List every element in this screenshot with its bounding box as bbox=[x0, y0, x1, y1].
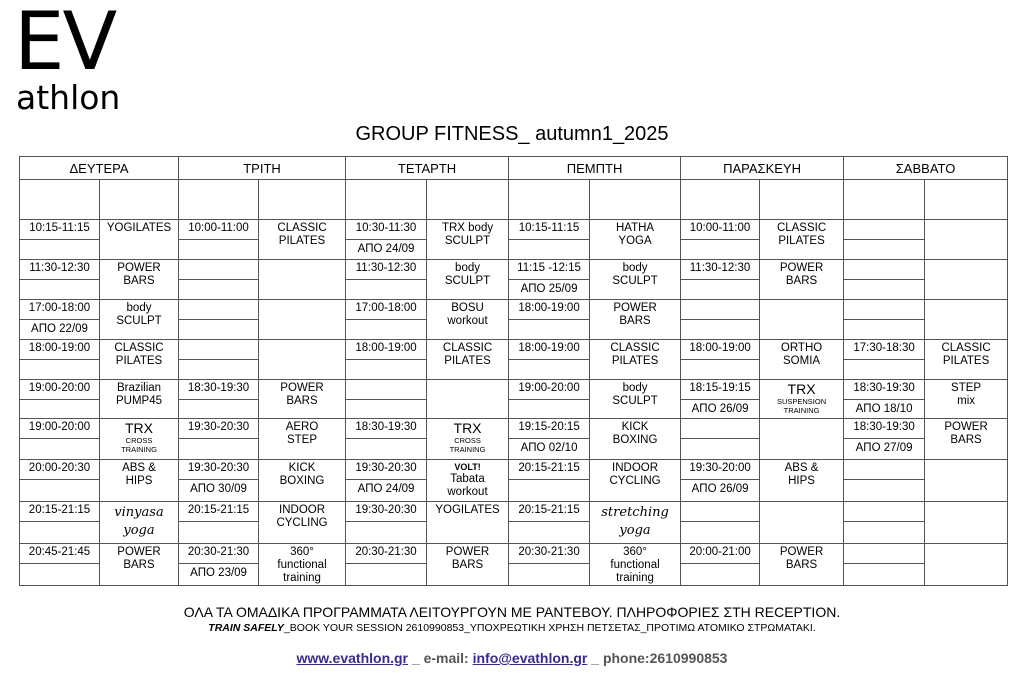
time-cell bbox=[509, 380, 590, 419]
class-cell bbox=[100, 340, 179, 380]
time-cell bbox=[509, 180, 590, 220]
start-date-note: ΑΠΟ 26/09 bbox=[691, 403, 749, 415]
class-cell bbox=[590, 460, 681, 502]
class-name: body SCULPT bbox=[612, 262, 658, 287]
schedule-row bbox=[20, 180, 1008, 220]
class-time: 18:30-19:30 bbox=[346, 419, 426, 439]
class-time: 19:30-20:00 bbox=[681, 460, 759, 480]
class-time: 20:00-20:30 bbox=[20, 460, 99, 480]
class-time: 11:30-12:30 bbox=[20, 260, 99, 280]
class-cell bbox=[760, 460, 844, 502]
time-cell bbox=[844, 380, 925, 419]
class-cell bbox=[427, 260, 509, 300]
time-cell bbox=[509, 340, 590, 380]
class-name: POWER BARS bbox=[779, 546, 824, 571]
class-cell bbox=[427, 460, 509, 502]
class-time bbox=[844, 260, 924, 280]
class-cell bbox=[925, 300, 1008, 340]
class-cell bbox=[760, 544, 844, 586]
class-time bbox=[681, 419, 759, 439]
time-cell bbox=[681, 340, 760, 380]
class-name: 360° functional training bbox=[610, 546, 660, 584]
class-time: 20:30-21:30 bbox=[346, 544, 426, 564]
class-name: INDOOR CYCLING bbox=[609, 462, 661, 487]
class-cell bbox=[259, 460, 346, 502]
class-time: 18:00-19:00 bbox=[509, 340, 589, 360]
time-cell bbox=[681, 544, 760, 586]
logo-ev: EV bbox=[14, 0, 116, 88]
class-name: INDOOR CYCLING bbox=[276, 504, 328, 529]
class-time: 17:00-18:00 bbox=[346, 300, 426, 320]
start-date-note: ΑΠΟ 22/09 bbox=[31, 323, 88, 335]
time-cell bbox=[844, 544, 925, 586]
class-time: 19:30-20:30 bbox=[346, 502, 426, 522]
class-name: KICK BOXING bbox=[612, 421, 658, 446]
class-time bbox=[681, 300, 759, 320]
class-cell bbox=[427, 419, 509, 460]
class-time bbox=[844, 544, 924, 564]
class-cell bbox=[427, 380, 509, 419]
time-cell bbox=[844, 340, 925, 380]
time-cell bbox=[20, 419, 100, 460]
class-cell bbox=[259, 502, 346, 544]
class-time: 11:30-12:30 bbox=[681, 260, 759, 280]
time-cell bbox=[346, 220, 427, 260]
time-cell bbox=[179, 260, 259, 300]
start-date-note: ΑΠΟ 25/09 bbox=[520, 283, 578, 295]
time-cell bbox=[681, 502, 760, 544]
schedule-table bbox=[19, 156, 1008, 586]
time-cell bbox=[509, 220, 590, 260]
evathlon-logo bbox=[14, 0, 134, 117]
time-cell bbox=[844, 502, 925, 544]
class-brand-name: TRX bbox=[453, 420, 482, 436]
start-date-note: ΑΠΟ 18/10 bbox=[855, 403, 913, 415]
phone-text: _ phone:2610990853 bbox=[587, 650, 728, 666]
time-cell bbox=[179, 502, 259, 544]
page-title: GROUP FITNESS_ autumn1_2025 bbox=[355, 123, 669, 145]
class-time: 17:30-18:30 bbox=[844, 340, 924, 360]
class-time: 10:30-11:30 bbox=[346, 220, 426, 240]
time-cell bbox=[179, 419, 259, 460]
class-name: POWER BARS bbox=[280, 382, 324, 407]
class-brand-name: TRX bbox=[787, 381, 816, 397]
class-cell bbox=[427, 340, 509, 380]
class-time bbox=[179, 340, 258, 360]
start-date-note: ΑΠΟ 26/09 bbox=[691, 483, 749, 495]
class-name: CLASSIC PILATES bbox=[776, 222, 827, 247]
class-cell bbox=[925, 544, 1008, 586]
class-time: 20:15-21:15 bbox=[509, 502, 589, 522]
schedule-row bbox=[20, 340, 1008, 380]
time-cell bbox=[179, 380, 259, 419]
class-time: 18:00-19:00 bbox=[346, 340, 426, 360]
class-cell bbox=[760, 180, 844, 220]
class-cell bbox=[925, 340, 1008, 380]
class-time bbox=[844, 220, 924, 240]
class-cell bbox=[427, 300, 509, 340]
class-time bbox=[844, 502, 924, 522]
time-cell bbox=[509, 300, 590, 340]
schedule-row bbox=[20, 502, 1008, 544]
class-time: 18:30-19:30 bbox=[844, 380, 924, 400]
class-time: 18:30-19:30 bbox=[844, 419, 924, 439]
class-name: POWER BARS bbox=[117, 262, 161, 287]
class-subtitle: CROSS TRAINING bbox=[121, 436, 157, 454]
class-name: BOSU workout bbox=[447, 302, 488, 327]
class-time: 20:30-21:30 bbox=[509, 544, 589, 564]
booking-notice: ΟΛΑ ΤΑ ΟΜΑΔΙΚΑ ΠΡΟΓΡΑΜΜΑΤΑ ΛΕΙΤΟΥΡΓΟΥΝ ΜΕ ΡΑΝΤΕΒΟΥ. ΠΛΗΡΟΦΟΡΙΕΣ ΣΤΗ RECEPTION. bbox=[183, 604, 841, 620]
time-cell bbox=[844, 419, 925, 460]
class-cell bbox=[590, 419, 681, 460]
start-date-note: ΑΠΟ 24/09 bbox=[357, 243, 415, 255]
class-cell bbox=[925, 460, 1008, 502]
safety-notice bbox=[0, 622, 1024, 634]
time-cell bbox=[346, 300, 427, 340]
time-cell bbox=[346, 502, 427, 544]
time-cell bbox=[20, 340, 100, 380]
class-cell bbox=[590, 260, 681, 300]
day-header: ΠΕΜΠΤΗ bbox=[509, 157, 681, 180]
class-time: 19:00-20:00 bbox=[509, 380, 589, 400]
day-header: ΤΡΙΤΗ bbox=[179, 157, 346, 180]
day-header: ΔΕΥΤΕΡΑ bbox=[20, 157, 179, 180]
class-time: 18:00-19:00 bbox=[681, 340, 759, 360]
time-cell bbox=[681, 300, 760, 340]
class-brand-name: VOLT! bbox=[454, 462, 481, 472]
time-cell bbox=[20, 220, 100, 260]
train-safely-label: TRAIN SAFELY bbox=[208, 622, 284, 634]
time-cell bbox=[509, 419, 590, 460]
class-time: 18:30-19:30 bbox=[179, 380, 258, 400]
time-cell bbox=[346, 380, 427, 419]
class-name: Tabata workout bbox=[447, 473, 488, 498]
time-cell bbox=[20, 380, 100, 419]
class-cell bbox=[259, 300, 346, 340]
time-cell bbox=[844, 180, 925, 220]
class-time: 18:00-19:00 bbox=[509, 300, 589, 320]
schedule-row bbox=[20, 300, 1008, 340]
class-cell bbox=[925, 380, 1008, 419]
class-cell bbox=[760, 502, 844, 544]
time-cell bbox=[20, 300, 100, 340]
class-time: 11:30-12:30 bbox=[346, 260, 426, 280]
class-name: POWER BARS bbox=[613, 302, 657, 327]
schedule-row bbox=[20, 380, 1008, 419]
class-time: 20:30-21:30 bbox=[179, 544, 258, 564]
class-cell bbox=[925, 419, 1008, 460]
time-cell bbox=[844, 220, 925, 260]
class-time: 10:00-11:00 bbox=[681, 220, 759, 240]
class-subtitle: CROSS TRAINING bbox=[449, 436, 486, 454]
class-cell bbox=[925, 260, 1008, 300]
class-time bbox=[844, 300, 924, 320]
time-cell bbox=[509, 460, 590, 502]
time-cell bbox=[179, 340, 259, 380]
class-brand-name: TRX bbox=[125, 420, 153, 436]
time-cell bbox=[681, 419, 760, 460]
schedule-row bbox=[20, 220, 1008, 260]
time-cell bbox=[844, 260, 925, 300]
class-cell bbox=[760, 260, 844, 300]
time-cell bbox=[346, 419, 427, 460]
class-subtitle: SUSPENSION TRAINING bbox=[776, 397, 827, 415]
class-time: 19:15-20:15 bbox=[509, 419, 589, 439]
class-time: 19:00-20:00 bbox=[20, 419, 99, 439]
class-cell bbox=[100, 544, 179, 586]
class-time bbox=[346, 380, 426, 400]
class-cell bbox=[259, 419, 346, 460]
safety-notice-text: _BOOK YOUR SESSION 2610990853_ΥΠΟΧΡΕΩΤΙΚΗ ΧΡΗΣΗ ΠΕΤΣΕΤΑΣ_ΠΡΟΤΙΜΩ ΑΤΟΜΙΚΟ ΣΤΡΩΜΑΤΑΚΙ. bbox=[283, 622, 816, 634]
class-name: POWER BARS bbox=[117, 546, 161, 571]
class-cell bbox=[427, 220, 509, 260]
class-cell bbox=[590, 340, 681, 380]
class-name: CLASSIC PILATES bbox=[610, 342, 660, 367]
class-name: POWER BARS bbox=[779, 262, 824, 287]
day-header: ΣΑΒΒΑΤΟ bbox=[844, 157, 1008, 180]
time-cell bbox=[681, 260, 760, 300]
class-cell bbox=[100, 419, 179, 460]
class-cell bbox=[590, 180, 681, 220]
class-cell bbox=[259, 380, 346, 419]
class-time: 19:30-20:30 bbox=[179, 460, 258, 480]
class-cell bbox=[259, 180, 346, 220]
time-cell bbox=[346, 544, 427, 586]
class-time: 20:45-21:45 bbox=[20, 544, 99, 564]
class-time: 19:30-20:30 bbox=[346, 460, 426, 480]
class-name: AERO STEP bbox=[285, 421, 319, 446]
day-header-row bbox=[20, 157, 1008, 180]
class-cell bbox=[259, 220, 346, 260]
class-cell bbox=[760, 380, 844, 419]
class-name: POWER BARS bbox=[445, 546, 490, 571]
class-time: 19:00-20:00 bbox=[20, 380, 99, 400]
time-cell bbox=[346, 340, 427, 380]
time-cell bbox=[844, 300, 925, 340]
time-cell bbox=[20, 180, 100, 220]
schedule-row bbox=[20, 544, 1008, 586]
class-name: CLASSIC PILATES bbox=[442, 342, 493, 367]
email-separator: _ e-mail: bbox=[408, 650, 473, 666]
class-time bbox=[179, 260, 258, 280]
time-cell bbox=[20, 460, 100, 502]
class-cell bbox=[590, 220, 681, 260]
class-cell bbox=[590, 380, 681, 419]
class-time bbox=[844, 460, 924, 480]
start-date-note: ΑΠΟ 02/10 bbox=[520, 442, 578, 454]
day-header: ΠΑΡΑΣΚΕΥΗ bbox=[681, 157, 844, 180]
start-date-note: ΑΠΟ 30/09 bbox=[190, 483, 247, 495]
class-cell bbox=[100, 300, 179, 340]
class-name: ABS & HIPS bbox=[122, 462, 156, 487]
class-time: 19:30-20:30 bbox=[179, 419, 258, 439]
class-cell bbox=[100, 460, 179, 502]
class-name: body SCULPT bbox=[116, 302, 162, 327]
time-cell bbox=[346, 460, 427, 502]
time-cell bbox=[179, 544, 259, 586]
class-cell bbox=[259, 260, 346, 300]
day-header: ΤΕΤΑΡΤΗ bbox=[346, 157, 509, 180]
class-cell bbox=[259, 340, 346, 380]
class-name: YOGILATES bbox=[435, 504, 500, 516]
time-cell bbox=[20, 502, 100, 544]
time-cell bbox=[20, 260, 100, 300]
class-name: CLASSIC PILATES bbox=[941, 342, 991, 367]
contact-line bbox=[0, 650, 1024, 666]
class-cell bbox=[925, 502, 1008, 544]
class-cell bbox=[427, 502, 509, 544]
time-cell bbox=[509, 502, 590, 544]
class-cell bbox=[427, 544, 509, 586]
email-link[interactable]: info@evathlon.gr bbox=[472, 650, 588, 666]
class-time: 20:15-21:15 bbox=[179, 502, 258, 522]
time-cell bbox=[844, 460, 925, 502]
class-time bbox=[681, 502, 759, 522]
time-cell bbox=[179, 180, 259, 220]
class-cell bbox=[590, 502, 681, 544]
class-cell bbox=[100, 220, 179, 260]
time-cell bbox=[346, 180, 427, 220]
class-cell bbox=[100, 502, 179, 544]
class-cell bbox=[100, 260, 179, 300]
class-cell bbox=[925, 180, 1008, 220]
time-cell bbox=[20, 544, 100, 586]
class-time: 20:00-21:00 bbox=[681, 544, 759, 564]
start-date-note: ΑΠΟ 23/09 bbox=[190, 567, 247, 579]
class-name: POWER BARS bbox=[944, 421, 988, 446]
class-cell bbox=[760, 419, 844, 460]
class-cell bbox=[760, 300, 844, 340]
time-cell bbox=[179, 220, 259, 260]
class-name: HATHA YOGA bbox=[615, 222, 655, 247]
class-cell bbox=[590, 300, 681, 340]
class-cell bbox=[259, 544, 346, 586]
time-cell bbox=[179, 460, 259, 502]
class-name-script: vinyasa yoga bbox=[114, 505, 164, 538]
class-name: body SCULPT bbox=[444, 262, 491, 287]
class-cell bbox=[760, 340, 844, 380]
class-time: 20:15-21:15 bbox=[20, 502, 99, 522]
class-cell bbox=[427, 180, 509, 220]
start-date-note: ΑΠΟ 24/09 bbox=[357, 483, 415, 495]
class-name: STEP mix bbox=[951, 382, 982, 407]
class-time: 11:15 -12:15 bbox=[509, 260, 589, 280]
class-time: 18:15-19:15 bbox=[681, 380, 759, 400]
class-name: CLASSIC PILATES bbox=[277, 222, 327, 247]
class-cell bbox=[590, 544, 681, 586]
start-date-note: ΑΠΟ 27/09 bbox=[855, 442, 913, 454]
time-cell bbox=[681, 460, 760, 502]
class-time: 10:15-11:15 bbox=[509, 220, 589, 240]
schedule-row bbox=[20, 260, 1008, 300]
class-name: body SCULPT bbox=[612, 382, 658, 407]
logo-athlon: athlon bbox=[16, 78, 121, 117]
class-name: CLASSIC PILATES bbox=[114, 342, 164, 367]
time-cell bbox=[681, 220, 760, 260]
class-name: Brazilian PUMP45 bbox=[115, 382, 163, 407]
class-time: 10:00-11:00 bbox=[179, 220, 258, 240]
class-name: YOGILATES bbox=[106, 222, 172, 234]
class-cell bbox=[100, 380, 179, 419]
class-name: KICK BOXING bbox=[279, 462, 325, 487]
class-time: 18:00-19:00 bbox=[20, 340, 99, 360]
class-cell bbox=[760, 220, 844, 260]
class-time: 17:00-18:00 bbox=[20, 300, 99, 320]
time-cell bbox=[509, 260, 590, 300]
class-cell bbox=[925, 220, 1008, 260]
class-time bbox=[179, 300, 258, 320]
time-cell bbox=[346, 260, 427, 300]
schedule-row bbox=[20, 460, 1008, 502]
time-cell bbox=[509, 544, 590, 586]
class-name-script: stretching yoga bbox=[601, 505, 669, 538]
website-link[interactable]: www.evathlon.gr bbox=[296, 650, 409, 666]
time-cell bbox=[681, 380, 760, 419]
class-name: ABS & HIPS bbox=[784, 462, 819, 487]
class-name: ORTHO SOMIA bbox=[780, 342, 823, 367]
class-name: 360° functional training bbox=[277, 546, 327, 584]
schedule-row bbox=[20, 419, 1008, 460]
class-time: 20:15-21:15 bbox=[509, 460, 589, 480]
class-name: TRX body SCULPT bbox=[441, 222, 494, 247]
time-cell bbox=[681, 180, 760, 220]
class-cell bbox=[100, 180, 179, 220]
time-cell bbox=[179, 300, 259, 340]
class-time: 10:15-11:15 bbox=[20, 220, 99, 240]
